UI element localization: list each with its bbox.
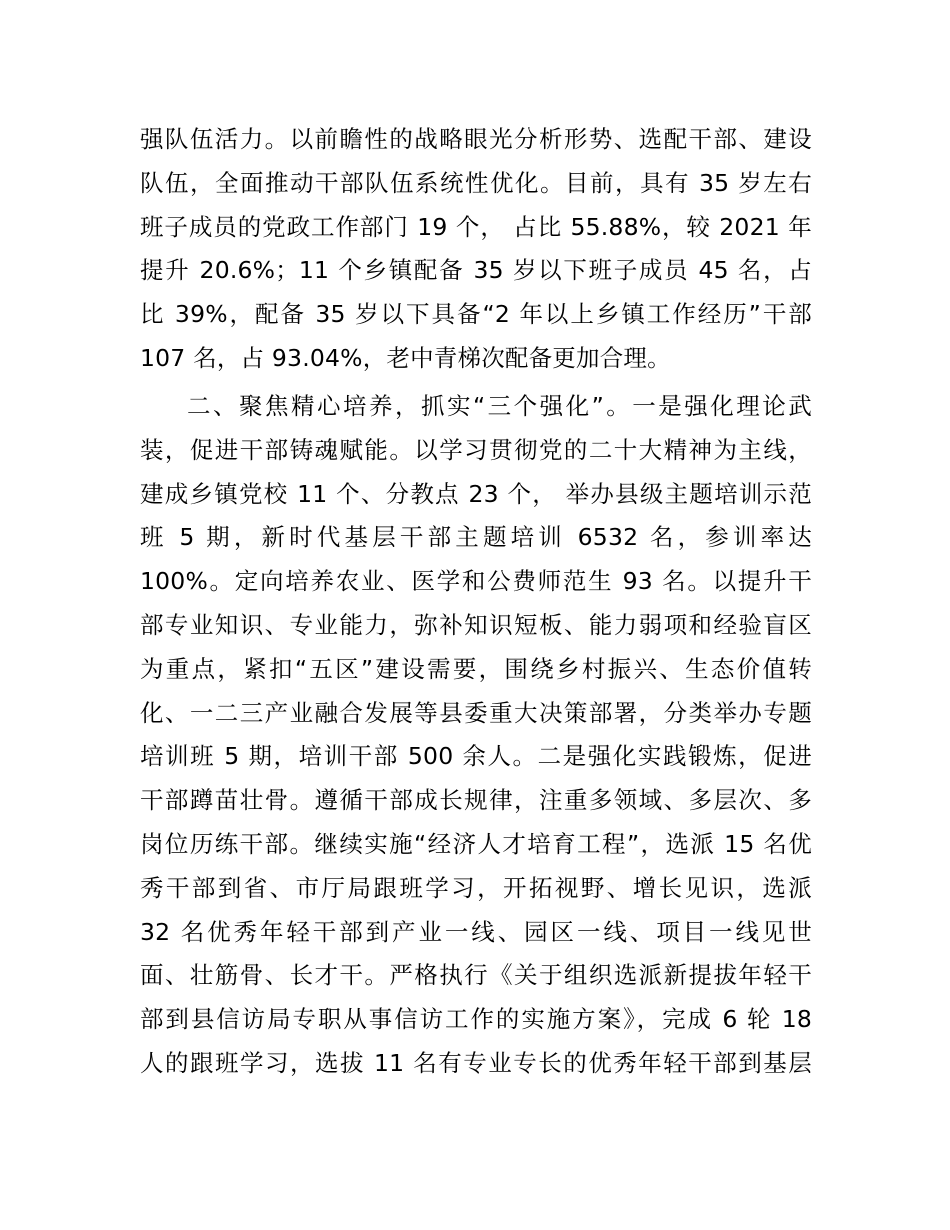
text-line: 装，促进干部铸魂赋能。以学习贯彻党的二十大精神为主线， xyxy=(140,435,812,464)
text-line: 为重点，紧扣“五区”建设需要，围绕乡村振兴、生态价值转 xyxy=(140,654,812,683)
text-line: 秀干部到省、市厅局跟班学习，开拓视野、增长见识，选派 xyxy=(140,873,812,902)
text-line: 100%。定向培养农业、医学和公费师范生 93 名。以提升干 xyxy=(140,567,812,596)
text-line: 干部蹲苗壮骨。遵循干部成长规律，注重多领域、多层次、多 xyxy=(140,786,812,815)
text-line: 岗位历练干部。继续实施“经济人才培育工程”，选派 15 名优 xyxy=(140,829,812,858)
section-heading-line: 二、聚焦精心培养，抓实“三个强化”。一是强化理论武 xyxy=(187,392,812,420)
text-line: 部到县信访局专职从事信访工作的实施方案》，完成 6 轮 18 xyxy=(140,1005,812,1034)
text-line: 培训班 5 期，培训干部 500 余人。二是强化实践锻炼，促进 xyxy=(140,742,812,771)
text-line: 面、壮筋骨、长才干。严格执行《关于组织选派新提拔年轻干 xyxy=(140,961,812,990)
text-line: 32 名优秀年轻干部到产业一线、园区一线、项目一线见世 xyxy=(140,917,812,946)
text-line: 提升 20.6%；11 个乡镇配备 35 岁以下班子成员 45 名，占 xyxy=(140,256,812,285)
paragraph-cadre-structure xyxy=(140,118,812,381)
text-line: 化、一二三产业融合发展等县委重大决策部署，分类举办专题 xyxy=(140,698,812,727)
text-line: 部专业知识、专业能力，弥补知识短板、能力弱项和经验盲区 xyxy=(140,610,812,639)
text-line: 107 名，占 93.04%，老中青梯次配备更加合理。 xyxy=(140,343,671,372)
paragraph-cadre-training xyxy=(140,385,812,1086)
text-line: 班子成员的党政工作部门 19 个， 占比 55.88%，较 2021 年 xyxy=(140,212,812,241)
text-line: 比 39%，配备 35 岁以下具备“2 年以上乡镇工作经历”干部 xyxy=(140,300,812,329)
text-line: 强队伍活力。以前瞻性的战略眼光分析形势、选配干部、建设 xyxy=(140,125,812,153)
text-line: 队伍，全面推动干部队伍系统性优化。目前，具有 35 岁左右 xyxy=(140,168,812,197)
text-line: 人的跟班学习，选拔 11 名有专业专长的优秀年轻干部到基层 xyxy=(140,1048,812,1077)
text-line: 建成乡镇党校 11 个、分教点 23 个， 举办县级主题培训示范 xyxy=(140,479,812,508)
text-line: 班 5 期，新时代基层干部主题培训 6532 名，参训率达 xyxy=(140,523,812,552)
